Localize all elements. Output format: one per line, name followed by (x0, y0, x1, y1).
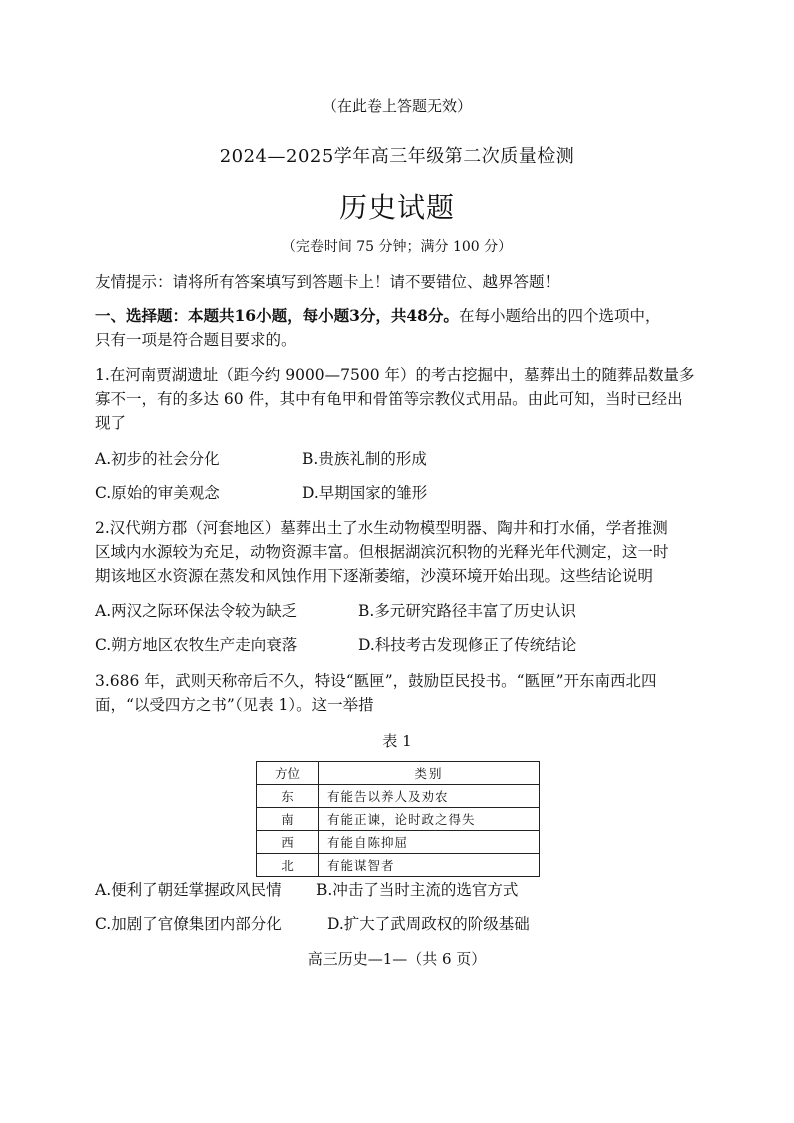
friendly-tip: 友情提示：请将所有答案填写到答题卡上！请不要错位、越界答题！ (95, 273, 561, 291)
subject-title: 历史试题 (338, 191, 455, 224)
question-2-line-2: 区域内水源较为充足，动物资源丰富。但根据湖滨沉积物的光释光年代测定，这一时 (95, 543, 669, 561)
table-cell-direction: 东 (257, 785, 319, 808)
table-cell-direction: 北 (257, 854, 319, 877)
section-title-bold: 一、选择题：本题共16小题，每小题3分，共48分。 (95, 306, 459, 325)
table-caption: 表 1 (382, 732, 412, 750)
table-row (257, 854, 540, 877)
question-3-option-b: B.冲击了当时主流的选官方式 (316, 881, 519, 899)
table-cell-category: 有能正谏，论时政之得失 (319, 808, 540, 831)
question-3-option-d: D.扩大了武周政权的阶级基础 (327, 915, 530, 933)
question-1-line-1: 1.在河南贾湖遗址（距今约 9000—7500 年）的考古挖掘中，墓葬出土的随葬品数量多 (95, 366, 695, 384)
question-2-option-b: B.多元研究路径丰富了历史认识 (358, 602, 576, 620)
question-2-option-c: C.朔方地区农牧生产走向衰落 (95, 636, 298, 654)
table-row (257, 831, 540, 854)
table-header-direction: 方位 (257, 762, 319, 785)
question-3-line-1: 3.686 年，武则天称帝后不久，特设“匦匣”，鼓励臣民投书。“匦匣”开东南西北四 (95, 672, 657, 690)
question-1-option-b: B.贵族礼制的形成 (302, 450, 427, 468)
table-cell-category: 有能谋智者 (319, 854, 540, 877)
petition-box-table (256, 761, 540, 877)
table-header-row (257, 762, 540, 785)
question-1-option-c: C.原始的审美观念 (95, 484, 220, 502)
exam-title: 2024—2025学年高三年级第二次质量检测 (219, 146, 575, 167)
question-3-option-c: C.加剧了官僚集团内部分化 (95, 915, 282, 933)
question-1-line-2: 寡不一，有的多达 60 件，其中有龟甲和骨笛等宗教仪式用品。由此可知，当时已经出 (95, 390, 683, 408)
table-cell-category: 有能自陈抑屈 (319, 831, 540, 854)
question-2-option-d: D.科技考古发现修正了传统结论 (358, 636, 577, 654)
question-3-line-2: 面，“以受四方之书”（见表 1）。这一举措 (95, 696, 374, 714)
exam-duration: （完卷时间 75 分钟；满分 100 分） (281, 239, 513, 255)
question-1-option-d: D.早期国家的雏形 (302, 484, 428, 502)
table-cell-direction: 西 (257, 831, 319, 854)
question-1-line-3: 现了 (95, 414, 127, 432)
section-title-line2: 只有一项是符合题目要求的。 (95, 331, 297, 349)
question-3-option-a: A.便利了朝廷掌握政风民情 (95, 881, 282, 899)
table-cell-direction: 南 (257, 808, 319, 831)
question-2-option-a: A.两汉之际环保法令较为缺乏 (95, 602, 298, 620)
section-title-rest: 在每小题给出的四个选项中， (458, 307, 661, 325)
answer-invalid-notice: （在此卷上答题无效） (321, 97, 472, 115)
table-header-category: 类别 (319, 762, 540, 785)
table-row (257, 808, 540, 831)
table-cell-category: 有能告以养人及劝农 (319, 785, 540, 808)
question-2-line-3: 期该地区水资源在蒸发和风蚀作用下逐渐萎缩，沙漠环境开始出现。这些结论说明 (95, 567, 654, 585)
question-1-option-a: A.初步的社会分化 (95, 450, 220, 468)
page-footer: 高三历史—1—（共 6 页） (307, 950, 487, 968)
question-2-line-1: 2.汉代朔方郡（河套地区）墓葬出土了水生动物模型明器、陶井和打水俑，学者推测 (95, 519, 668, 537)
table-row (257, 785, 540, 808)
section-title (95, 306, 705, 326)
